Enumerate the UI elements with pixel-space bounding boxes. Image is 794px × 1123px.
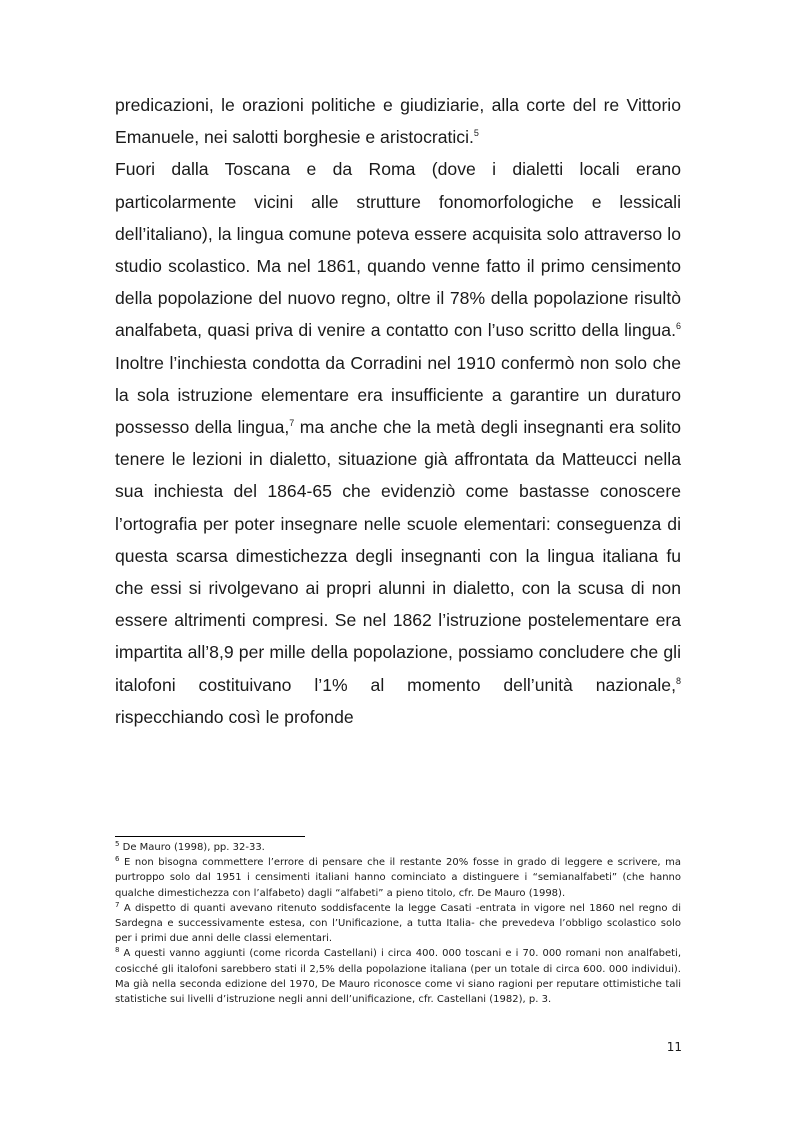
footnote-8 <box>115 946 681 1007</box>
paragraph-text: Inoltre l’inchiesta condotta da Corradini nel 1910 confermò non solo che la sola istruzione elementare era insufficiente a garantire un duraturo possesso della lingua, <box>115 352 681 438</box>
footnote-ref-8[interactable]: 8 <box>675 675 681 686</box>
footnote-number: 8 <box>115 946 120 955</box>
paragraph-1 <box>115 89 681 153</box>
body-text <box>115 89 681 733</box>
footnote-number: 6 <box>115 855 120 864</box>
footnote-6 <box>115 855 681 901</box>
footnotes <box>115 840 681 1007</box>
paragraph-2 <box>115 153 681 733</box>
paragraph-text: predicazioni, le orazioni politiche e giudiziarie, alla corte del re Vittorio Emanuele, nei salotti borghesie e aristocratici. <box>115 95 681 148</box>
footnote-ref-5[interactable]: 5 <box>473 128 479 139</box>
footnote-text: De Mauro (1998), pp. 32-33. <box>119 842 265 853</box>
footnote-5 <box>115 840 681 855</box>
footnote-text: E non bisogna commettere l’errore di pensare che il restante 20% fosse in grado di leggere e scrivere, ma purtroppo solo dal 1951 i censimenti italiani hanno cominciato a distinguere i “semianalfabeti” (che hanno qualche dimestichezza con l’alfabeto) dagli “alfabeti” a pieno titolo, cfr. De Mauro (1998). <box>115 857 681 899</box>
footnote-text: A questi vanno aggiunti (come ricorda Castellani) i circa 400. 000 toscani e i 70. 000 romani non analfabeti, cosicché gli italofoni sarebbero stati il 2,5% della popolazione italiana (per un totale di circa 600. 000 individui). Ma già nella seconda edizione del 1970, De Mauro riconosce come vi siano ragioni per reputare ottimistiche tali statistiche sui livelli d’istruzione negli anni dell’unificazione, cfr. Castellani (1982), p. 3. <box>115 948 681 1006</box>
footnote-7 <box>115 901 681 947</box>
paragraph-text: ma anche che la metà degli insegnanti era solito tenere le lezioni in dialetto, situazione già affrontata da Matteucci nella sua inchiesta del 1864-65 che evidenziò come bastasse conoscere l’ortografia per poter insegnare nelle scuole elementari: conseguenza di questa scarsa dimestichezza degli insegnanti con la lingua italiana fu che essi si rivolgevano ai propri alunni in dialetto, con la scusa di non essere altrimenti compresi. Se nel 1862 l’istruzione postelementare era impartita all’8,9 per mille della popolazione, possiamo concludere che gli italofoni costituivano l’1% al momento dell’unità nazionale, <box>115 417 681 695</box>
paragraph-text: rispecchiando così le profonde <box>115 706 354 727</box>
page-number: 11 <box>666 1040 682 1054</box>
footnote-ref-6[interactable]: 6 <box>675 321 681 332</box>
paragraph-text: Fuori dalla Toscana e da Roma (dove i dialetti locali erano particolarmente vicini alle strutture fonomorfologiche e lessicali dell’italiano), la lingua comune poteva essere acquisita solo attraverso lo studio scolastico. Ma nel 1861, quando venne fatto il primo censimento della popolazione del nuovo regno, oltre il 78% della popolazione risultò analfabeta, quasi priva di venire a contatto con l’uso scritto della lingua. <box>115 159 681 341</box>
footnote-text: A dispetto di quanti avevano ritenuto soddisfacente la legge Casati -entrata in vigore nel 1860 nel regno di Sardegna e successivamente estesa, con l’Unificazione, a tutta Italia- che prevedeva l’obbligo scolastico solo per i primi due anni delle classi elementari. <box>115 902 681 945</box>
footnote-number: 7 <box>115 900 120 909</box>
footnote-number: 5 <box>115 840 120 848</box>
footnote-ref-7[interactable]: 7 <box>289 418 295 429</box>
footnote-separator <box>115 836 305 837</box>
